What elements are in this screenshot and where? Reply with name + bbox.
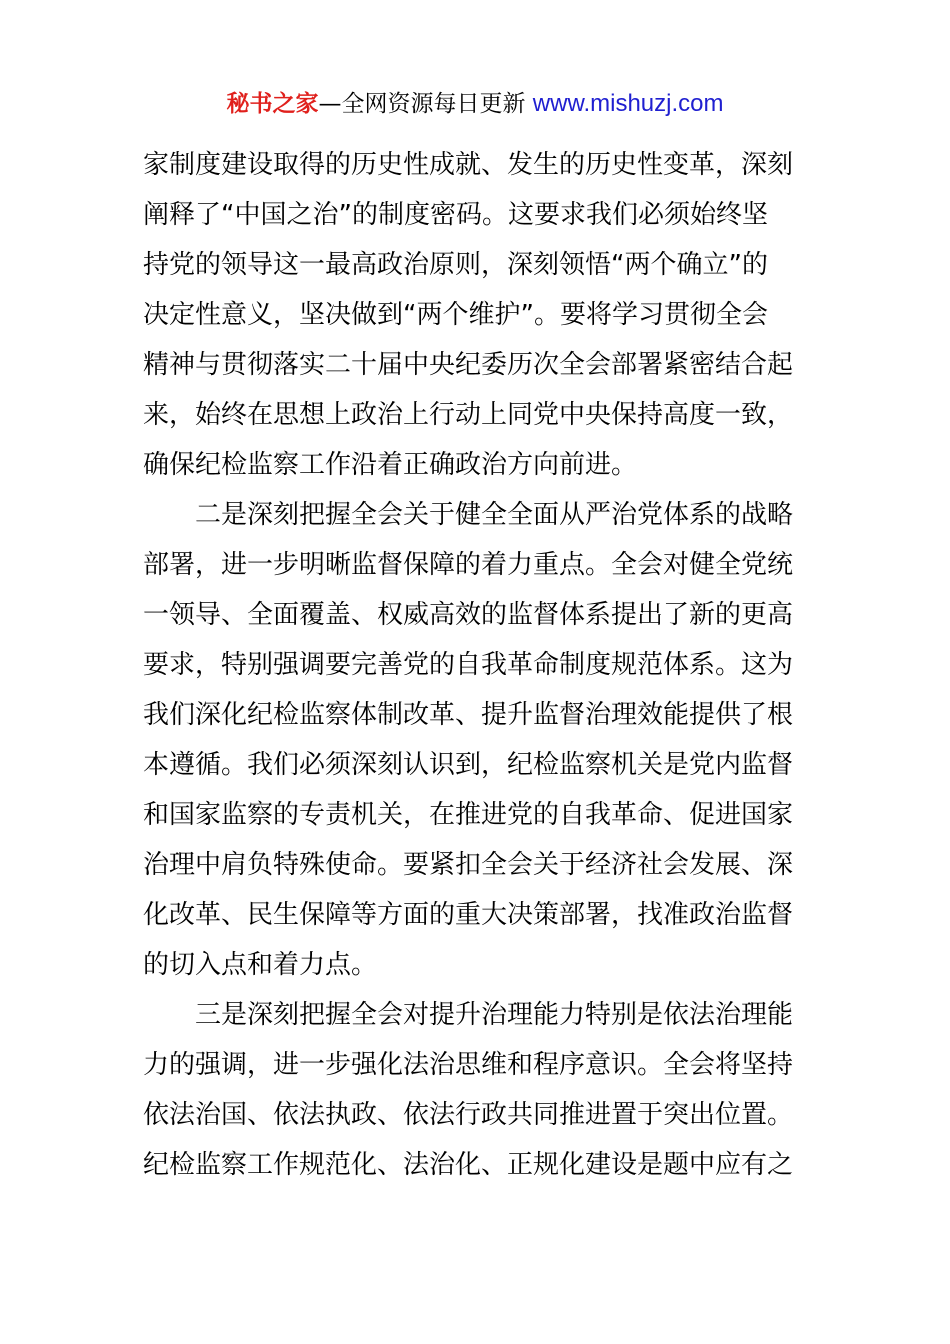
text-line: 一领导、全面覆盖、权威高效的监督体系提出了新的更高 xyxy=(143,600,794,630)
text-line: 和国家监察的专责机关，在推进党的自我革命、促进国家 xyxy=(143,800,794,830)
text-line: 本遵循。我们必须深刻认识到，纪检监察机关是党内监督 xyxy=(143,750,794,780)
text-line: 家制度建设取得的历史性成就、发生的历史性变革，深刻 xyxy=(143,150,794,180)
text-line: 阐释了“中国之治”的制度密码。这要求我们必须始终坚 xyxy=(143,200,768,230)
text-line: 持党的领导这一最高政治原则，深刻领悟“两个确立”的 xyxy=(143,250,768,280)
text-line: 部署，进一步明晰监督保障的着力重点。全会对健全党统 xyxy=(143,550,794,580)
text-line: 精神与贯彻落实二十届中央纪委历次全会部署紧密结合起 xyxy=(143,350,794,380)
text-line: 要求，特别强调要完善党的自我革命制度规范体系。这为 xyxy=(143,650,794,680)
page-header xyxy=(0,88,950,120)
document-body xyxy=(143,140,807,1190)
brand-name: 秘书之家 xyxy=(226,91,319,117)
text-line: 治理中肩负特殊使命。要紧扣全会关于经济社会发展、深 xyxy=(143,850,794,880)
header-tagline: —全网资源每日更新 xyxy=(318,91,533,117)
text-line: 纪检监察工作规范化、法治化、正规化建设是题中应有之 xyxy=(143,1150,794,1180)
text-line: 来，始终在思想上政治上行动上同党中央保持高度一致， xyxy=(143,400,794,430)
text-line: 决定性意义，坚决做到“两个维护”。要将学习贯彻全会 xyxy=(143,300,768,330)
website-link[interactable]: www.mishuzj.com xyxy=(532,90,724,117)
text-line: 的切入点和着力点。 xyxy=(143,950,378,980)
text-line: 依法治国、依法执政、依法行政共同推进置于突出位置。 xyxy=(143,1100,794,1130)
text-line: 化改革、民生保障等方面的重大决策部署，找准政治监督 xyxy=(143,900,794,930)
text-line: 我们深化纪检监察体制改革、提升监督治理效能提供了根 xyxy=(143,700,794,730)
text-line: 力的强调，进一步强化法治思维和程序意识。全会将坚持 xyxy=(143,1050,794,1080)
paragraph-start-line: 三是深刻把握全会对提升治理能力特别是依法治理能 xyxy=(143,1000,794,1030)
text-line: 确保纪检监察工作沿着正确政治方向前进。 xyxy=(143,450,638,480)
paragraph-start-line: 二是深刻把握全会关于健全全面从严治党体系的战略 xyxy=(143,500,794,530)
